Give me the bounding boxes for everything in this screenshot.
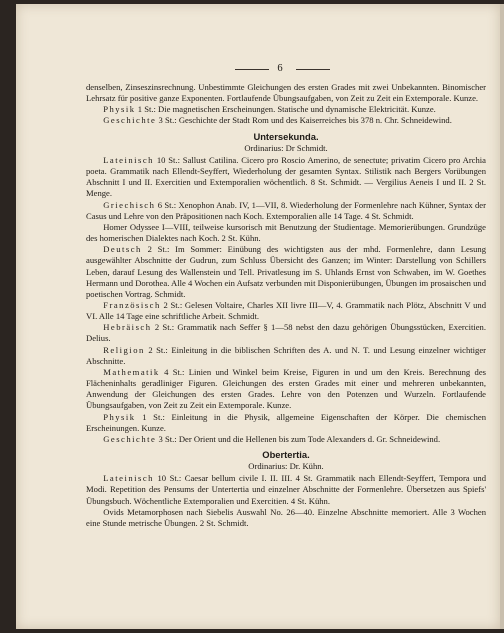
section-heading-obertertia: Obertertia. <box>262 449 310 460</box>
latein-paragraph <box>86 155 486 200</box>
physik-paragraph <box>86 412 486 434</box>
subject-label: Religion <box>103 344 145 355</box>
subject-text: 10 St.: Caesar bellum civile I. II. III. 4 St. Grammatik nach Ellendt-Seyffert, Tempora und Modi. Repetition des Pensums der Untertertia und einzelner Abschnitte der Formenlehre. Übersetzen aus Spiefs' Übungsbuch. Wöchentliche Extemporalien und Exercitien. 4 St. Kühn. <box>86 473 487 506</box>
latein-paragraph <box>86 473 486 506</box>
griechisch-paragraph <box>86 200 486 222</box>
subject-label: Mathematik <box>103 366 160 377</box>
subject-label: Lateinisch <box>103 154 154 165</box>
religion-paragraph <box>86 345 486 367</box>
subject-label: Physik <box>103 104 136 115</box>
homer-paragraph: Homer Odyssee I—VIII, teilweise kursorisch mit Benutzung der Studientage. Memorierübungen. Grundzüge des homerischen Dialektes nach Koch. 2 St. Kühn. <box>86 221 486 244</box>
page-number: 6 <box>277 63 283 74</box>
geschichte-paragraph <box>86 434 486 445</box>
subject-label: Lateinisch <box>103 473 154 484</box>
ovid-paragraph: Ovids Metamorphosen nach Siebelis Auswahl No. 26—40. Einzelne Abschnitte memoriert. Alle 3 Wochen eine Stunde metrische Übungen. 2 St. Schmidt. <box>86 506 486 528</box>
subject-text: 1 St.: Einleitung in die Physik, allgemeine Eigenschaften der Körper. Die chemischen Erscheinungen. Kunze. <box>86 411 487 433</box>
subject-label: Deutsch <box>103 244 142 255</box>
section-heading-untersekunda: Untersekunda. <box>253 130 319 142</box>
subject-text: 2 St.: Einleitung in die biblischen Schriften des A. und N. T. und Lesung einzelner wichtiger Abschnitte. <box>86 344 486 366</box>
page-edge <box>500 4 504 629</box>
ordinarius-line: Ordinarius: Dr. Kühn. <box>248 461 324 472</box>
mathematik-paragraph <box>86 367 486 412</box>
physik-paragraph <box>86 104 486 115</box>
header-rule-left <box>235 69 269 70</box>
subject-text: 2 St.: Grammatik nach Seffer § 1—58 nebst den dazu gehörigen Übungsstücken, Exercitien. Delius. <box>86 322 486 344</box>
page-body <box>86 82 486 529</box>
subject-label: Hebräisch <box>103 322 152 333</box>
subject-text: 4 St.: Linien und Winkel beim Kreise, Figuren in und um den Kreis. Berechnung des Flächeninhalts geradliniger Figuren. Gleichungen des ersten Grades mit einer und mehreren unbekannten, Anwendung der Gleichungen des ersten Grades. Lehre von den Potenzen und Wurzeln. Fortlaufende Übungsaufgaben, von Zeit zu Zeit ein Extemporale. Kunze. <box>86 366 486 411</box>
document-page <box>16 4 500 629</box>
subject-label: Physik <box>103 411 136 422</box>
subject-text: 3 St.: Geschichte der Stadt Rom und des Kaiserreiches bis 378 n. Chr. Schneidewind. <box>158 115 452 126</box>
page-header <box>16 62 500 76</box>
franzoesisch-paragraph <box>86 300 486 322</box>
continued-paragraph: denselben, Zinseszinsrechnung. Unbestimmte Gleichungen des ersten Grades mit zwei Unbekannten. Binomischer Lehrsatz für positive ganze Exponenten. Fortlaufende Übungsaufgaben, von Zeit zu Zeit ein Extemporale. Kunze. <box>86 82 486 104</box>
subject-text: 2 St.: Im Sommer: Einübung des wichtigsten aus der mhd. Formenlehre, dann Lesung ausgewählter Abschnitte der Gudrun, zum Schluss Übersicht des Ganzen; im Winter: Darstellung von Schillers Leben, darauf Lesung des Wallenstein und Tell. Privatlesung im S. Uhlands Ernst von Schwaben, im W. Goethes Hermann und Dorothea. Alle 4 Wochen ein Aufsatz verbunden mit Disponierübungen, Übungen im prosaischen und poetischen Vortrag. Schmidt. <box>86 244 486 299</box>
subject-label: Griechisch <box>103 199 156 210</box>
subject-text: 3 St.: Der Orient und die Hellenen bis zum Tode Alexanders d. Gr. Schneidewind. <box>158 433 441 444</box>
subject-label: Geschichte <box>103 433 157 444</box>
subject-label: Französisch <box>103 299 161 310</box>
subject-text: 2 St.: Gelesen Voltaire, Charles XII livre III—V, 4. Grammatik nach Plötz, Abschnitt V und VI. Alle 14 Tage eine schriftliche Arbeit. Schmidt. <box>86 299 486 322</box>
ordinarius-line: Ordinarius: Dr Schmidt. <box>244 142 328 153</box>
subject-text: 10 St.: Sallust Catilina. Cicero pro Roscio Amerino, de senectute; privatim Cicero pro Archia poeta. Grammatik nach Ellendt-Seyffert, Wiederholung der gesamten Syntax. Stilistik nach Bergers Vorübungen Abschnitt I und II. Exercitien und Extemporalien wöchentlich. 8 St. Schmidt. — Vergilius Aeneis I und II. 2 St. Menge. <box>86 154 487 199</box>
geschichte-paragraph <box>86 115 486 126</box>
hebraeisch-paragraph <box>86 322 486 344</box>
subject-label: Geschichte <box>103 115 157 126</box>
subject-text: 1 St.: Die magnetischen Erscheinungen. Statische und dynamische Elektricität. Kunze. <box>137 104 436 115</box>
deutsch-paragraph <box>86 244 486 300</box>
subject-text: 6 St.: Xenophon Anab. IV, 1—VII, 8. Wiederholung der Formenlehre nach Kühner, Syntax der Casus und Lehre von den Präpositionen nach Koch. Extemporalien alle 14 Tage. 4 St. Schmidt. <box>86 199 486 221</box>
header-rule-right <box>296 69 330 70</box>
